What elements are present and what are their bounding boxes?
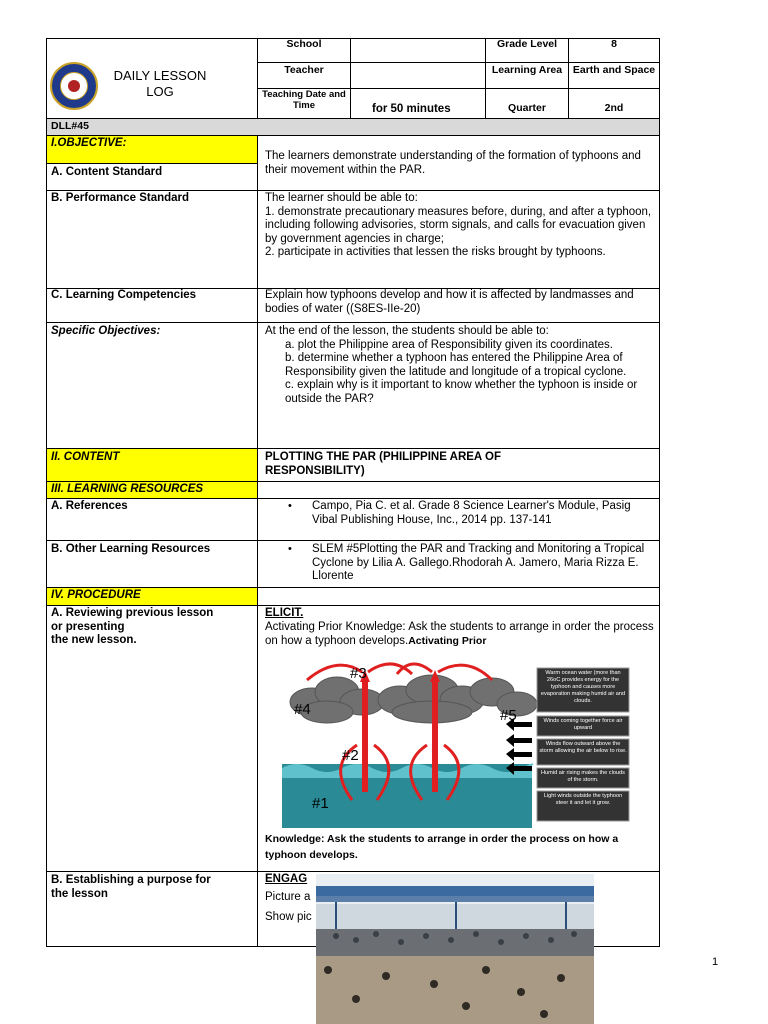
teaching-date-value: for 50 minutes: [372, 103, 451, 115]
deped-seal-logo: [50, 62, 98, 110]
performance-standard-label: B. Performance Standard: [51, 192, 190, 204]
page-number: 1: [712, 956, 719, 968]
grade-level-label: Grade Level: [496, 38, 558, 50]
resources-heading: III. LEARNING RESOURCES: [51, 483, 204, 495]
elicit-caption: Knowledge: Ask the students to arrange in order the process on how a typhoon develops.: [265, 833, 619, 861]
quarter-label: Quarter: [508, 102, 546, 114]
learning-area-value: Earth and Space: [572, 64, 656, 76]
content-standard-label: A. Content Standard: [51, 166, 163, 178]
content-text: PLOTTING THE PAR (PHILIPPINE AREA OF RESPONSIBILITY): [265, 451, 501, 477]
bullet-icon: •: [288, 543, 292, 555]
bullet-icon: •: [288, 500, 292, 512]
references-text: Campo, Pia C. et al. Grade 8 Science Learner's Module, Pasig Vibal Publishing House, Inc., 2014 pp. 137-141: [312, 500, 631, 526]
diagram-step-4: Humid air rising makes the clouds of the storm.: [541, 770, 625, 783]
teaching-date-label: Teaching Date and Time: [262, 89, 346, 111]
engage-heading: ENGAG: [265, 873, 308, 885]
school-label: School: [286, 38, 322, 50]
other-resources-label: B. Other Learning Resources: [51, 543, 211, 555]
diagram-step-3: Winds flow outward above the storm allowing the air below to rise.: [539, 741, 627, 754]
diagram-label-2: #2: [342, 747, 359, 764]
elicit-heading: ELICIT.: [265, 607, 304, 619]
objective-heading: I.OBJECTIVE:: [51, 137, 127, 149]
procedure-heading: IV. PROCEDURE: [51, 589, 141, 601]
content-heading: II. CONTENT: [51, 451, 120, 463]
document-title: DAILY LESSON LOG: [113, 68, 207, 99]
procedure-b-label: B. Establishing a purpose for the lesson: [51, 874, 211, 900]
quarter-value: 2nd: [604, 102, 624, 114]
competencies-text: Explain how typhoons develop and how it is affected by landmasses and bodies of water ((S8ES-IIe-20): [265, 289, 634, 315]
performance-standard-text: The learner should be able to: 1. demonstrate precautionary measures before, during, and after a typhoon, including following advisories, storm signals, and calls for evacuation given by government agencies in charge; 2. participate in activities that lessen the risks brought by typhoons.: [265, 192, 652, 259]
dll-number: DLL#45: [51, 120, 89, 132]
other-resources-text: SLEM #5Plotting the PAR and Tracking and Monitoring a Tropical Cyclone by Lilia A. Gallego.Rhodorah A. Jamero, Maria Rizza E. Llorente: [312, 543, 645, 583]
specific-objectives-label: Specific Objectives:: [51, 325, 161, 337]
references-label: A. References: [51, 500, 128, 512]
diagram-step-5: Light winds outside the typhoon steer it and let it grow.: [543, 793, 623, 806]
grade-level-value: 8: [611, 38, 617, 50]
diagram-step-2: Winds coming together force air upward: [543, 718, 623, 731]
diagram-label-4: #4: [294, 701, 311, 718]
flood-photo: [316, 874, 594, 1024]
learning-area-label: Learning Area: [491, 64, 563, 76]
engage-line-2: Show pic: [265, 911, 312, 923]
procedure-a-label: A. Reviewing previous lesson or presenting the new lesson.: [51, 607, 214, 647]
teacher-label: Teacher: [284, 64, 324, 76]
diagram-step-1: Warm ocean water (more than 26oC provides energy for the typhoon and causes more evaporation making humid air and clouds.: [540, 670, 626, 704]
competencies-label: C. Learning Competencies: [51, 289, 197, 301]
elicit-text: Activating Prior Knowledge: Ask the students to arrange in order the process on how a typhoon develops.Activating Prior: [265, 621, 654, 647]
diagram-label-3: #3: [350, 665, 367, 682]
specific-objectives-text: At the end of the lesson, the students should be able to: a. plot the Philippine area of Responsibility given its coordinates. b. determine whether a typhoon has entered the Philippine Area of Responsibility given the latitude and longitude of a tropical cyclone. c. explain why is it important to know whether the typhoon is inside or outside the PAR?: [265, 325, 638, 405]
diagram-label-1: #1: [312, 795, 329, 812]
engage-line-1: Picture a: [265, 891, 311, 903]
diagram-label-5: #5: [500, 707, 517, 724]
content-standard-text: The learners demonstrate understanding of the formation of typhoons and their movement within the PAR.: [265, 150, 641, 176]
